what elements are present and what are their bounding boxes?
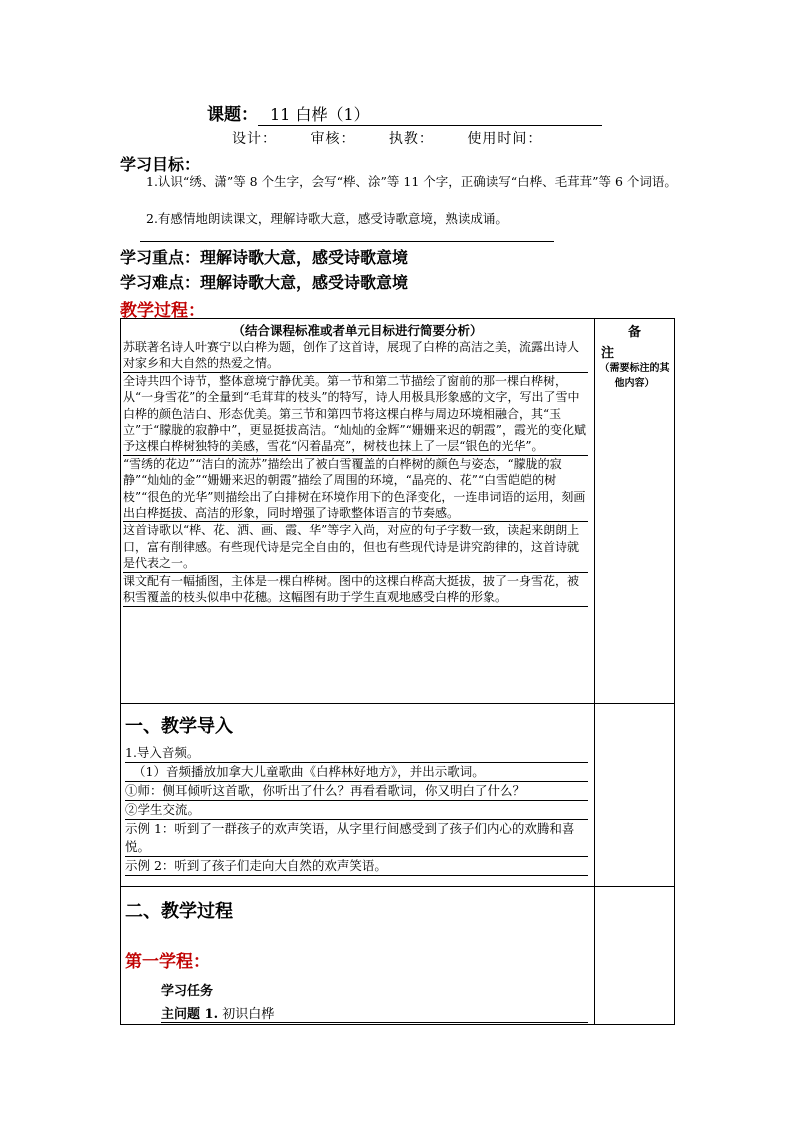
meta-teach: 执教： [388,131,434,147]
intro-title: 一、教学导入 [125,716,233,737]
intro-line: （1）音频播放加拿大儿童歌曲《白桦林好地方》，并出示歌词。 [125,763,588,782]
analysis-paragraph: 这首诗歌以“桦、花、洒、画、霞、华”等字入尚，对应的句子字数一致，读起来朗朗上口，富有削律感。有些现代诗是完全自由的，但也有些现代诗是讲究韵律的，这首诗就是代表之一。 [123,522,588,572]
process-cell [121,887,595,1025]
title-label: 课题： [207,105,258,125]
meta-review: 审核： [310,131,356,147]
analysis-paragraph: 课文配有一幅插图，主体是一棵白桦树。图中的这棵白桦高大挺拔，披了一身雪花，被积雪覆盖的枝头似串中花穗。这幅图有助于学生直观地感受白桦的形象。 [123,573,588,607]
intro-cell [121,704,595,887]
process-heading: 教学过程： [120,301,205,321]
intro-line: ②学生交流。 [125,801,588,820]
meta-line [232,128,570,148]
divider [140,241,554,242]
intro-line: ①师：侧耳倾听这首歌，你听出了什么？再看看歌词，你又明白了什么？ [125,782,588,801]
question-text: 初识白桦 [222,1007,275,1022]
meta-time: 使用时间： [467,131,543,147]
lesson-title [207,100,607,125]
goals-heading: 学习目标： [120,155,201,174]
analysis-paragraph: 苏联著名诗人叶赛宁以白桦为题，创作了这首诗，展现了白桦的高洁之美，流露出诗人对家乡和大自然的热爱之情。 [123,339,588,373]
intro-line: 示例 2：听到了孩子们走向大自然的欢声笑语。 [125,857,588,876]
analysis-paragraph: 全诗共四个诗节，整体意境宁静优美。第一节和第二节描绘了窗前的那一棵白桦树，从“一身雪花”的全量到“毛茸茸的枝头”的特写，诗人用极具形象感的文字，写出了雪中白桦的颜色洁白、形态优美。第三节和第四节将这棵白桦与周边环境相融合，其“玉立”于“朦胧的寂静中”，更显挺拔高洁。“灿灿的金辉”“姗姗来迟的朝霞”，霞光的变化赋予这棵白桦树独特的美感，雪花“闪着晶亮”，树枝也抹上了一层“银色的光华”。 [123,373,588,456]
notes-cell-empty [595,704,675,887]
analysis-heading: （结合课程标准或者单元目标进行简要分析） [232,323,483,338]
task-heading: 学习任务 [161,984,214,999]
key-point: 学习重点：理解诗歌大意，感受诗歌意境 [120,248,409,267]
question-label: 主问题 1. [161,1007,219,1022]
goal-item-2: 2.有感情地朗读课文，理解诗歌大意，感受诗歌意境，熟读成诵。 [146,211,508,226]
stage-heading: 第一学程： [125,952,210,972]
notes-sub: （需要标注的其他内容） [599,363,670,389]
notes-cell-empty [595,887,675,1025]
notes-heading-2: 注 [601,346,615,361]
difficulty: 学习难点：理解诗歌大意，感受诗歌意境 [120,273,409,292]
notes-cell [595,319,675,704]
notes-heading-1: 备 [627,325,641,340]
analysis-cell [121,319,595,704]
analysis-paragraph: “雪绣的花边”“洁白的流苏”描绘出了被白雪覆盖的白桦树的颜色与姿态，“朦胧的寂静”“灿灿的金”“姗姗来迟的朝霞”描绘了周围的环境，“晶亮的、花”“白雪皑皑的树枝”“很色的光华”则描绘出了白排树在环境作用下的色泽变化，一连串词语的运用，刻画出白桦挺拔、高洁的形象，同时增强了诗歌整体语言的节奏感。 [123,456,588,523]
lesson-table [120,318,675,1025]
question-row [161,1003,588,1023]
analysis-text [123,339,588,607]
intro-line: 示例 1：听到了一群孩子的欢声笑语，从字里行间感受到了孩子们内心的欢腾和喜悦。 [125,820,588,857]
process-title: 二、教学过程 [125,901,233,922]
meta-design: 设计： [232,131,277,147]
title-text: 11 白桦（1） [258,102,602,126]
intro-line: 1.导入音频。 [125,744,588,763]
goal-item-1: 1.认识“绣、潇”等 8 个生字，会写“桦、涂”等 11 个字，正确读写“白桦、毛茸茸”等 6 个词语。 [146,174,677,189]
